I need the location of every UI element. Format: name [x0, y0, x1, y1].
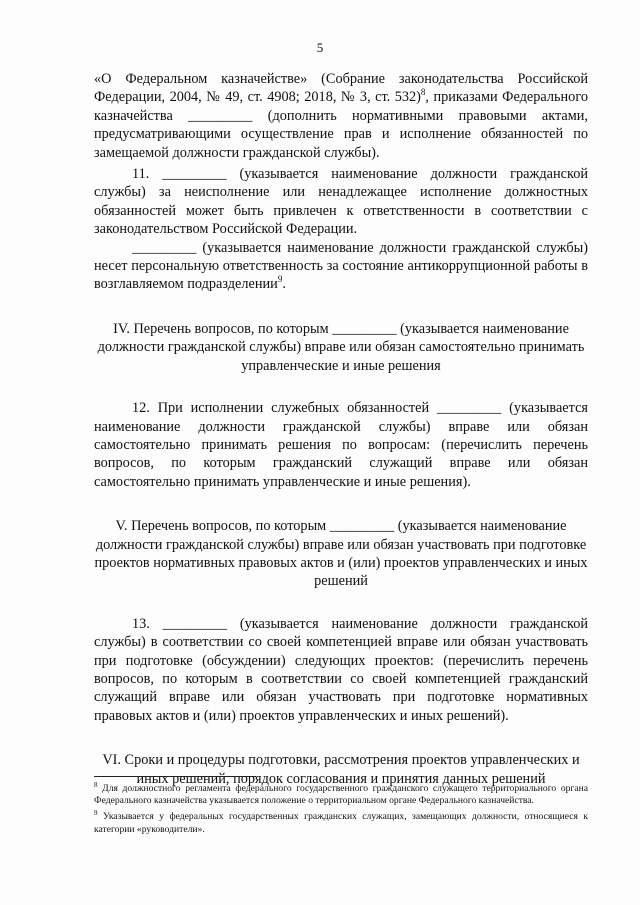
- paragraph-continuation: [94, 70, 588, 162]
- page-number: 5: [316, 40, 324, 55]
- paragraph-11: 11. _________ (указывается наименование должности гражданской службы) за неисполнение или ненадлежащее исполнение должностных обязанностей может быть привлечен к ответственности в соответствии с законодательством Российской Федерации.: [94, 166, 588, 238]
- document-body: [94, 70, 588, 788]
- footnote-text: Для должностного регламента федерального государственного гражданского служащего территориального органа Федерального казначейства указывается положение о территориальном органе Федерального казначейства.: [94, 783, 589, 807]
- footnote-ref-9[interactable]: 9: [277, 274, 283, 285]
- footnote-mark: 9: [94, 809, 98, 818]
- paragraph-text: , приказами Федерального казначейства _________ (дополнить нормативными правовыми актами, предусматривающими осуществление прав и исполнение обязанностей по замещаемой должности гражданской службы).: [94, 89, 588, 161]
- footnote-divider: [94, 776, 256, 777]
- footnote-8: [94, 780, 589, 807]
- footnote-mark: 8: [94, 780, 98, 789]
- section-heading-vi: VI. Сроки и процедуры подготовки, рассмотрения проектов управленческих и иных решений, порядок согласования и принятия данных решений: [102, 752, 580, 787]
- paragraph-end: .: [282, 276, 286, 293]
- paragraph-11-responsibility: [94, 239, 588, 294]
- paragraph-12: 12. При исполнении служебных обязанностей _________ (указывается наименование должности гражданской службы) вправе или обязан самостоятельно принимать решения по вопросам: (перечислить перечень вопросов, по которым гражданский служащий вправе или обязан самостоятельно принимать управленческие и иные решения).: [94, 400, 588, 490]
- section-heading-v: V. Перечень вопросов, по которым _________ (указывается наименование должности гражданской службы) вправе или обязан участвовать при подготовке проектов нормативных правовых актов и (или) проектов управленческих и иных решений: [94, 518, 588, 590]
- section-heading-iv: IV. Перечень вопросов, по которым _________ (указывается наименование должности гражданской службы) вправе или обязан самостоятельно принимать управленческие и иные решения: [97, 320, 585, 374]
- footnotes: [94, 776, 588, 840]
- footnote-9: [94, 811, 588, 835]
- paragraph-text: «О Федеральном казначействе» (Собрание законодательства Российской Федерации, 2004, № 49, ст. 4908; 2018, № 3, ст. 532): [94, 71, 588, 106]
- footnote-ref-8[interactable]: 8: [420, 87, 426, 98]
- footnote-text: Указывается у федеральных государственных гражданских служащих, замещающих должности, относящиеся к категории «руководители».: [94, 811, 589, 835]
- paragraph-text: _________ (указывается наименование должности гражданской службы) несет персональную ответственность за состояние антикоррупционной работы в возглавляемом подразделении: [94, 239, 588, 293]
- paragraph-13: 13. _________ (указывается наименование должности гражданской службы) в соответствии со своей компетенцией вправе или обязан участвовать при подготовке (обсуждении) следующих проектов: (перечислить перечень вопросов, по которым в соответствии со своей компетенцией гражданский служащий вправе или обязан участвовать при подготовке нормативных правовых актов и (или) проектов управленческих и иных решений).: [94, 615, 588, 724]
